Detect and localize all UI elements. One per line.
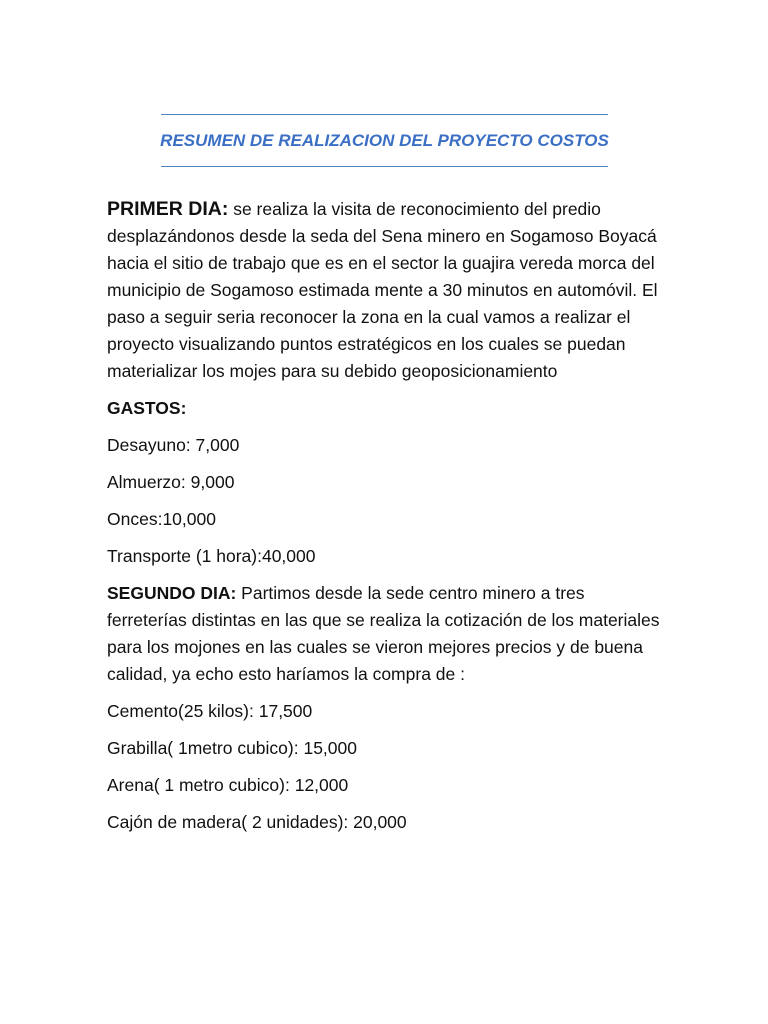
compra-item-arena: Arena( 1 metro cubico): 12,000 <box>107 775 349 795</box>
day2-heading: SEGUNDO DIA: <box>107 583 237 603</box>
compra-item-cemento: Cemento(25 kilos): 17,500 <box>107 701 313 721</box>
compra-item-cajon: Cajón de madera( 2 unidades): 20,000 <box>107 812 407 832</box>
compra-item-grabilla: Grabilla( 1metro cubico): 15,000 <box>107 738 357 758</box>
gasto-item-almuerzo: Almuerzo: 9,000 <box>107 472 235 492</box>
day2-paragraph <box>107 580 667 688</box>
day2-text: Partimos desde la sede centro minero a tres ferreterías distintas en las que se realiza la cotización de los materiales para los mojones en las cuales se vieron mejores precios y de buena calidad, ya echo esto haríamos la compra de : <box>107 583 660 684</box>
gasto-item-transporte: Transporte (1 hora):40,000 <box>107 546 316 566</box>
day1-heading: PRIMER DIA: <box>107 198 229 220</box>
document-body <box>107 196 667 846</box>
gasto-item-desayuno: Desayuno: 7,000 <box>107 435 240 455</box>
day1-paragraph <box>107 196 667 385</box>
day1-text: se realiza la visita de reconocimiento del predio desplazándonos desde la seda del Sena minero en Sogamoso Boyacá hacia el sitio de trabajo que es en el sector la guajira vereda morca del municipio de Sogamoso estimada mente a 30 minutos en automóvil. El paso a seguir seria reconocer la zona en la cual vamos a realizar el proyecto visualizando puntos estratégicos en los cuales se puedan materializar los mojes para su debido geoposicionamiento <box>107 199 658 381</box>
document-title: RESUMEN DE REALIZACION DEL PROYECTO COSTOS <box>160 130 609 150</box>
gasto-item-onces: Onces:10,000 <box>107 509 216 529</box>
title-block <box>161 114 608 167</box>
gastos-heading: GASTOS: <box>107 398 187 418</box>
